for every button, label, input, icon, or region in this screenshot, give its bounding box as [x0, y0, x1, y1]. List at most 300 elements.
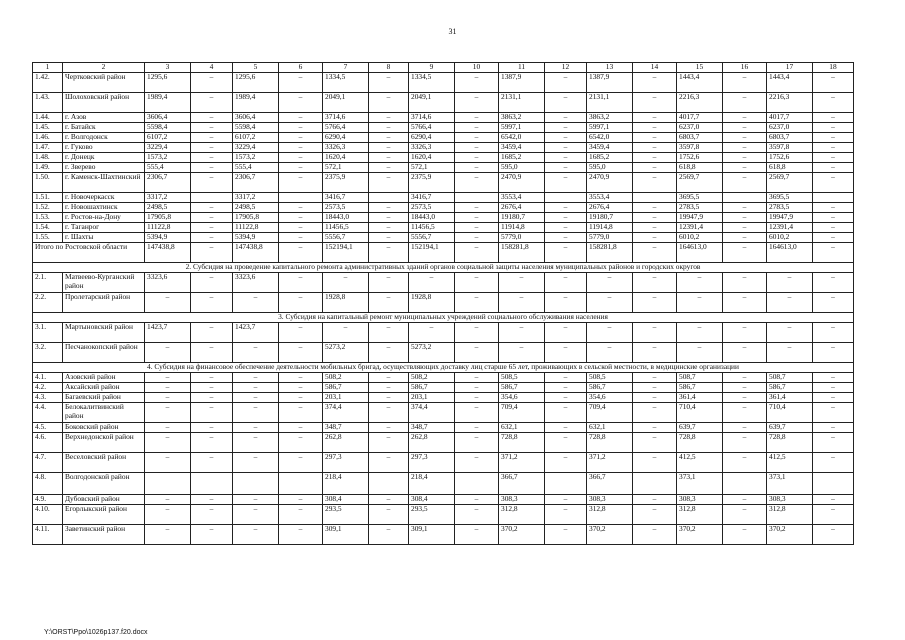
- value-cell: 5273,2: [409, 343, 455, 363]
- value-cell: 361,4: [677, 393, 723, 403]
- value-cell: –: [369, 213, 409, 223]
- value-cell: [233, 473, 279, 495]
- total-value: 152194,1: [323, 243, 369, 263]
- value-cell: –: [455, 453, 499, 473]
- row-name: г. Гуково: [63, 143, 145, 153]
- value-cell: 1573,2: [233, 153, 279, 163]
- value-cell: –: [455, 403, 499, 423]
- value-cell: –: [369, 113, 409, 123]
- value-cell: 2375,9: [409, 173, 455, 193]
- value-cell: –: [813, 373, 854, 383]
- value-cell: 3326,3: [409, 143, 455, 153]
- value-cell: –: [813, 505, 854, 525]
- value-cell: 312,8: [767, 505, 813, 525]
- value-cell: –: [633, 403, 677, 423]
- value-cell: 2049,1: [323, 93, 369, 113]
- value-cell: 12391,4: [767, 223, 813, 233]
- value-cell: –: [455, 233, 499, 243]
- value-cell: –: [191, 153, 233, 163]
- value-cell: –: [499, 343, 545, 363]
- budget-table: [32, 62, 854, 545]
- row-number: 1.48.: [33, 153, 63, 163]
- value-cell: 595,0: [499, 163, 545, 173]
- row-number: 1.45.: [33, 123, 63, 133]
- value-cell: –: [723, 143, 767, 153]
- value-cell: –: [767, 323, 813, 343]
- value-cell: –: [587, 323, 633, 343]
- value-cell: 639,7: [677, 423, 723, 433]
- value-cell: –: [233, 433, 279, 453]
- total-value: 164613,0: [767, 243, 813, 263]
- value-cell: –: [191, 123, 233, 133]
- value-cell: 5394,9: [233, 233, 279, 243]
- value-cell: –: [369, 93, 409, 113]
- value-cell: –: [813, 233, 854, 243]
- value-cell: 297,3: [323, 453, 369, 473]
- table-row: [33, 505, 854, 525]
- row-name: г. Ростов-на-Дону: [63, 213, 145, 223]
- row-number: 3.1.: [33, 323, 63, 343]
- value-cell: –: [145, 403, 191, 423]
- section-heading-row: [33, 363, 854, 373]
- value-cell: 3323,6: [145, 273, 191, 293]
- column-number: 5: [233, 63, 279, 73]
- row-number: 1.52.: [33, 203, 63, 213]
- row-name: Шолоховский район: [63, 93, 145, 113]
- table-row: [33, 453, 854, 473]
- row-name: Аксайский район: [63, 383, 145, 393]
- total-value: 147438,8: [233, 243, 279, 263]
- row-number: 1.51.: [33, 193, 63, 203]
- value-cell: –: [145, 505, 191, 525]
- table-row: [33, 133, 854, 143]
- row-name: Белокалитвинский район: [63, 403, 145, 423]
- value-cell: –: [545, 393, 587, 403]
- value-cell: 3714,6: [409, 113, 455, 123]
- value-cell: –: [233, 423, 279, 433]
- value-cell: –: [813, 403, 854, 423]
- value-cell: 354,6: [499, 393, 545, 403]
- value-cell: 3326,3: [323, 143, 369, 153]
- value-cell: 1423,7: [145, 323, 191, 343]
- value-cell: 297,3: [409, 453, 455, 473]
- row-number: 1.55.: [33, 233, 63, 243]
- value-cell: –: [633, 133, 677, 143]
- column-number: 17: [767, 63, 813, 73]
- column-number: 3: [145, 63, 191, 73]
- value-cell: 308,3: [767, 495, 813, 505]
- value-cell: –: [369, 453, 409, 473]
- value-cell: –: [545, 73, 587, 93]
- value-cell: 370,2: [499, 525, 545, 545]
- value-cell: 6107,2: [145, 133, 191, 143]
- value-cell: –: [633, 453, 677, 473]
- value-cell: 1685,2: [499, 153, 545, 163]
- value-cell: –: [633, 433, 677, 453]
- value-cell: 586,7: [677, 383, 723, 393]
- value-cell: –: [279, 163, 323, 173]
- value-cell: 11122,8: [233, 223, 279, 233]
- value-cell: 6803,7: [767, 133, 813, 143]
- value-cell: –: [723, 133, 767, 143]
- value-cell: 1928,8: [323, 293, 369, 313]
- value-cell: –: [633, 163, 677, 173]
- value-cell: 1295,6: [233, 73, 279, 93]
- value-cell: –: [191, 495, 233, 505]
- value-cell: –: [191, 383, 233, 393]
- value-cell: –: [369, 525, 409, 545]
- value-cell: –: [545, 213, 587, 223]
- value-cell: –: [145, 383, 191, 393]
- value-cell: –: [723, 233, 767, 243]
- value-cell: –: [587, 343, 633, 363]
- value-cell: –: [233, 293, 279, 313]
- value-cell: 1620,4: [409, 153, 455, 163]
- row-name: г. Шахты: [63, 233, 145, 243]
- value-cell: –: [279, 143, 323, 153]
- value-cell: –: [191, 213, 233, 223]
- value-cell: –: [633, 495, 677, 505]
- value-cell: –: [545, 403, 587, 423]
- value-cell: –: [455, 203, 499, 213]
- row-number: 1.50.: [33, 173, 63, 193]
- value-cell: –: [545, 495, 587, 505]
- row-number: 4.5.: [33, 423, 63, 433]
- value-cell: –: [813, 133, 854, 143]
- value-cell: [545, 193, 587, 203]
- value-cell: –: [545, 153, 587, 163]
- value-cell: 3695,5: [767, 193, 813, 203]
- value-cell: –: [191, 143, 233, 153]
- value-cell: –: [723, 163, 767, 173]
- value-cell: –: [145, 343, 191, 363]
- value-cell: 3597,8: [767, 143, 813, 153]
- table-body: [33, 63, 854, 545]
- value-cell: –: [191, 323, 233, 343]
- value-cell: –: [369, 423, 409, 433]
- value-cell: –: [279, 495, 323, 505]
- value-cell: –: [813, 433, 854, 453]
- value-cell: –: [677, 293, 723, 313]
- row-name: Заветинский район: [63, 525, 145, 545]
- value-cell: 19180,7: [499, 213, 545, 223]
- total-value: –: [545, 243, 587, 263]
- value-cell: 572,1: [409, 163, 455, 173]
- row-name: Песчанокопский район: [63, 343, 145, 363]
- section-heading-row: [33, 313, 854, 323]
- value-cell: –: [633, 323, 677, 343]
- value-cell: 1928,8: [409, 293, 455, 313]
- value-cell: 710,4: [677, 403, 723, 423]
- value-cell: –: [455, 133, 499, 143]
- total-value: –: [191, 243, 233, 263]
- value-cell: 728,8: [767, 433, 813, 453]
- column-number: 11: [499, 63, 545, 73]
- value-cell: 2783,5: [677, 203, 723, 213]
- value-cell: –: [369, 133, 409, 143]
- total-value: –: [455, 243, 499, 263]
- value-cell: –: [279, 423, 323, 433]
- value-cell: 2676,4: [587, 203, 633, 213]
- value-cell: 371,2: [587, 453, 633, 473]
- total-value: –: [369, 243, 409, 263]
- value-cell: [813, 193, 854, 203]
- value-cell: –: [323, 273, 369, 293]
- value-cell: 6237,0: [677, 123, 723, 133]
- value-cell: –: [813, 453, 854, 473]
- value-cell: –: [279, 73, 323, 93]
- value-cell: –: [455, 495, 499, 505]
- value-cell: –: [279, 383, 323, 393]
- row-name: г. Волгодонск: [63, 133, 145, 143]
- value-cell: –: [723, 495, 767, 505]
- value-cell: 1989,4: [233, 93, 279, 113]
- row-number: 1.42.: [33, 73, 63, 93]
- value-cell: [145, 473, 191, 495]
- row-number: 1.47.: [33, 143, 63, 153]
- column-number: 9: [409, 63, 455, 73]
- value-cell: –: [813, 273, 854, 293]
- value-cell: –: [455, 423, 499, 433]
- row-number: 4.9.: [33, 495, 63, 505]
- value-cell: 4017,7: [767, 113, 813, 123]
- value-cell: [279, 473, 323, 495]
- value-cell: –: [723, 123, 767, 133]
- row-name: Волгодонской район: [63, 473, 145, 495]
- value-cell: 203,1: [409, 393, 455, 403]
- value-cell: –: [633, 373, 677, 383]
- value-cell: –: [369, 495, 409, 505]
- value-cell: 312,8: [499, 505, 545, 525]
- value-cell: –: [191, 233, 233, 243]
- row-name: г. Каменск-Шахтинский: [63, 173, 145, 193]
- value-cell: 508,7: [677, 373, 723, 383]
- value-cell: 373,1: [767, 473, 813, 495]
- value-cell: –: [369, 403, 409, 423]
- table-row: [33, 343, 854, 363]
- value-cell: –: [813, 423, 854, 433]
- value-cell: 5273,2: [323, 343, 369, 363]
- value-cell: 572,1: [323, 163, 369, 173]
- row-number: 4.3.: [33, 393, 63, 403]
- value-cell: –: [145, 373, 191, 383]
- value-cell: –: [545, 453, 587, 473]
- value-cell: –: [545, 123, 587, 133]
- value-cell: –: [633, 173, 677, 193]
- value-cell: 19947,9: [767, 213, 813, 223]
- value-cell: 3553,4: [587, 193, 633, 203]
- value-cell: –: [191, 73, 233, 93]
- table-row: [33, 213, 854, 223]
- value-cell: –: [723, 293, 767, 313]
- value-cell: 5556,7: [409, 233, 455, 243]
- column-number: 4: [191, 63, 233, 73]
- value-cell: 11456,5: [323, 223, 369, 233]
- value-cell: –: [633, 73, 677, 93]
- value-cell: 586,7: [409, 383, 455, 393]
- value-cell: –: [723, 393, 767, 403]
- value-cell: –: [813, 525, 854, 545]
- value-cell: –: [723, 343, 767, 363]
- row-name: Пролетарский район: [63, 293, 145, 313]
- value-cell: –: [191, 505, 233, 525]
- value-cell: –: [279, 343, 323, 363]
- value-cell: –: [633, 143, 677, 153]
- row-number: 1.54.: [33, 223, 63, 233]
- value-cell: 2049,1: [409, 93, 455, 113]
- value-cell: 17905,8: [145, 213, 191, 223]
- value-cell: 5997,1: [587, 123, 633, 133]
- value-cell: –: [191, 113, 233, 123]
- column-number: 8: [369, 63, 409, 73]
- value-cell: –: [677, 343, 723, 363]
- value-cell: –: [587, 293, 633, 313]
- value-cell: –: [677, 323, 723, 343]
- value-cell: 370,2: [767, 525, 813, 545]
- value-cell: 632,1: [499, 423, 545, 433]
- value-cell: –: [145, 393, 191, 403]
- column-number: 16: [723, 63, 767, 73]
- value-cell: –: [813, 323, 854, 343]
- value-cell: 5766,4: [323, 123, 369, 133]
- value-cell: –: [455, 153, 499, 163]
- value-cell: 555,4: [145, 163, 191, 173]
- value-cell: –: [545, 383, 587, 393]
- value-cell: –: [455, 113, 499, 123]
- row-number: 1.46.: [33, 133, 63, 143]
- value-cell: 5598,4: [233, 123, 279, 133]
- table-row: [33, 223, 854, 233]
- value-cell: 1334,5: [323, 73, 369, 93]
- value-cell: 1423,7: [233, 323, 279, 343]
- value-cell: –: [633, 393, 677, 403]
- value-cell: –: [767, 293, 813, 313]
- table-row: [33, 525, 854, 545]
- value-cell: –: [279, 133, 323, 143]
- value-cell: 262,8: [409, 433, 455, 453]
- row-number: 4.1.: [33, 373, 63, 383]
- value-cell: 1685,2: [587, 153, 633, 163]
- value-cell: –: [369, 433, 409, 453]
- value-cell: –: [369, 143, 409, 153]
- value-cell: –: [633, 343, 677, 363]
- value-cell: 2306,7: [145, 173, 191, 193]
- value-cell: –: [633, 153, 677, 163]
- value-cell: –: [723, 203, 767, 213]
- value-cell: –: [723, 73, 767, 93]
- value-cell: –: [145, 525, 191, 545]
- column-number: 15: [677, 63, 723, 73]
- value-cell: –: [279, 123, 323, 133]
- value-cell: 3323,6: [233, 273, 279, 293]
- value-cell: 366,7: [499, 473, 545, 495]
- file-path-footer: Y:\ORST\Ppo\1026p137.f20.docx: [44, 629, 148, 636]
- value-cell: –: [723, 403, 767, 423]
- value-cell: –: [455, 433, 499, 453]
- value-cell: 308,3: [499, 495, 545, 505]
- value-cell: [723, 193, 767, 203]
- value-cell: 2375,9: [323, 173, 369, 193]
- table-row: [33, 273, 854, 293]
- value-cell: –: [369, 153, 409, 163]
- value-cell: 1989,4: [145, 93, 191, 113]
- value-cell: –: [813, 293, 854, 313]
- value-cell: 309,1: [323, 525, 369, 545]
- value-cell: [191, 473, 233, 495]
- row-name: г. Зверево: [63, 163, 145, 173]
- value-cell: –: [191, 373, 233, 383]
- value-cell: –: [633, 273, 677, 293]
- column-number: 13: [587, 63, 633, 73]
- value-cell: 18443,0: [409, 213, 455, 223]
- value-cell: 6237,0: [767, 123, 813, 133]
- value-cell: –: [723, 423, 767, 433]
- value-cell: 632,1: [587, 423, 633, 433]
- value-cell: 11914,8: [499, 223, 545, 233]
- value-cell: [369, 473, 409, 495]
- value-cell: –: [545, 133, 587, 143]
- value-cell: –: [279, 223, 323, 233]
- value-cell: –: [145, 495, 191, 505]
- value-cell: 3317,2: [145, 193, 191, 203]
- total-value: 158281,8: [587, 243, 633, 263]
- value-cell: 508,2: [323, 373, 369, 383]
- value-cell: 728,8: [677, 433, 723, 453]
- value-cell: 11122,8: [145, 223, 191, 233]
- row-number: 1.53.: [33, 213, 63, 223]
- value-cell: –: [369, 273, 409, 293]
- value-cell: 555,4: [233, 163, 279, 173]
- value-cell: 218,4: [323, 473, 369, 495]
- value-cell: 3863,2: [499, 113, 545, 123]
- value-cell: –: [723, 153, 767, 163]
- value-cell: –: [633, 293, 677, 313]
- table-row: [33, 383, 854, 393]
- value-cell: –: [191, 433, 233, 453]
- value-cell: 412,5: [767, 453, 813, 473]
- row-name: Чертковский район: [63, 73, 145, 93]
- value-cell: 5779,0: [587, 233, 633, 243]
- value-cell: 2569,7: [767, 173, 813, 193]
- table-row: [33, 433, 854, 453]
- value-cell: 293,5: [323, 505, 369, 525]
- row-name: г. Батайск: [63, 123, 145, 133]
- total-label: Итого по Ростовской области: [33, 243, 145, 263]
- value-cell: –: [723, 93, 767, 113]
- value-cell: –: [767, 343, 813, 363]
- value-cell: –: [633, 93, 677, 113]
- section-heading: 2. Субсидия на проведение капитального ремонта административных зданий органов социальной защиты населения муниципальных районов и городских округов: [33, 263, 854, 273]
- value-cell: [813, 473, 854, 495]
- table-row: [33, 163, 854, 173]
- value-cell: 1752,6: [767, 153, 813, 163]
- value-cell: 2216,3: [677, 93, 723, 113]
- row-number: 4.6.: [33, 433, 63, 453]
- value-cell: 3229,4: [233, 143, 279, 153]
- value-cell: 308,3: [677, 495, 723, 505]
- value-cell: –: [369, 505, 409, 525]
- table-row: [33, 93, 854, 113]
- value-cell: –: [545, 113, 587, 123]
- value-cell: 308,4: [323, 495, 369, 505]
- table-row: [33, 423, 854, 433]
- table-row: [33, 173, 854, 193]
- row-name: Боковский район: [63, 423, 145, 433]
- row-number: 4.2.: [33, 383, 63, 393]
- value-cell: –: [191, 273, 233, 293]
- value-cell: –: [279, 233, 323, 243]
- value-cell: –: [191, 223, 233, 233]
